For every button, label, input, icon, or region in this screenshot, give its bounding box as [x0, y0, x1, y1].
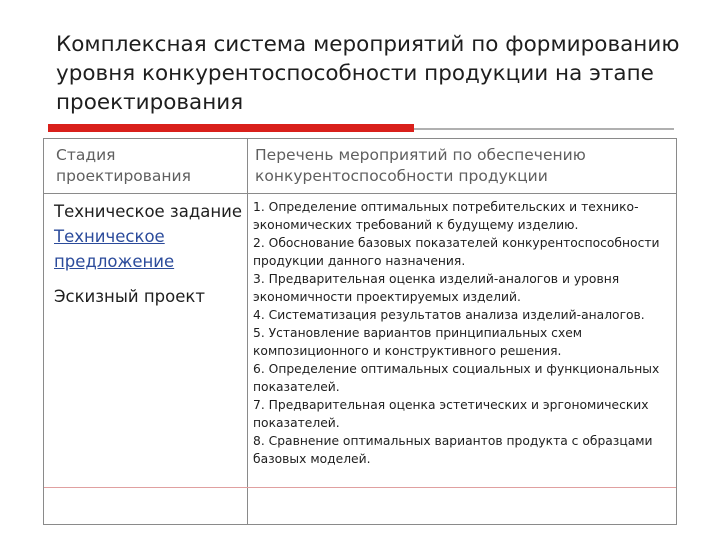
stage-technical-proposal-link[interactable]: Техническое предложение: [54, 227, 175, 271]
stage-list: [54, 199, 244, 309]
row-divider: [44, 487, 676, 488]
header-stage: Стадия проектирования: [56, 146, 191, 185]
list-item: 4. Систематизация результатов анализа изделий-аналогов.: [253, 308, 645, 322]
list-item: 1. Определение оптимальных потребительских и технико-экономических требований к будущему изделию.: [253, 200, 639, 232]
list-item: 6. Определение оптимальных социальных и функциональных показателей.: [253, 362, 660, 394]
list-item: 2. Обоснование базовых показателей конкурентоспособности продукции данного назначения.: [253, 236, 660, 268]
stage-technical-task: Техническое задание: [54, 202, 243, 221]
header-divider: [44, 193, 676, 194]
list-item: 8. Сравнение оптимальных вариантов продукта с образцами базовых моделей.: [253, 434, 653, 466]
measures-table: [43, 138, 677, 525]
header-measures: Перечень мероприятий по обеспечению конкурентоспособности продукции: [255, 146, 586, 185]
title-accent-bar: [48, 124, 414, 132]
list-item: 5. Установление вариантов принципиальных схем композиционного и конструктивного решения.: [253, 326, 583, 358]
slide-title: Комплексная система мероприятий по формированию уровня конкурентоспособности продукции на этапе проектирования: [56, 32, 680, 115]
title-divider: [414, 128, 674, 130]
measures-list: [253, 198, 673, 468]
column-divider: [247, 139, 248, 524]
stage-draft-design: Эскизный проект: [54, 287, 205, 306]
list-item: 3. Предварительная оценка изделий-аналогов и уровня экономичности проектируемых изделий.: [253, 272, 620, 304]
list-item: 7. Предварительная оценка эстетических и эргономических показателей.: [253, 398, 649, 430]
